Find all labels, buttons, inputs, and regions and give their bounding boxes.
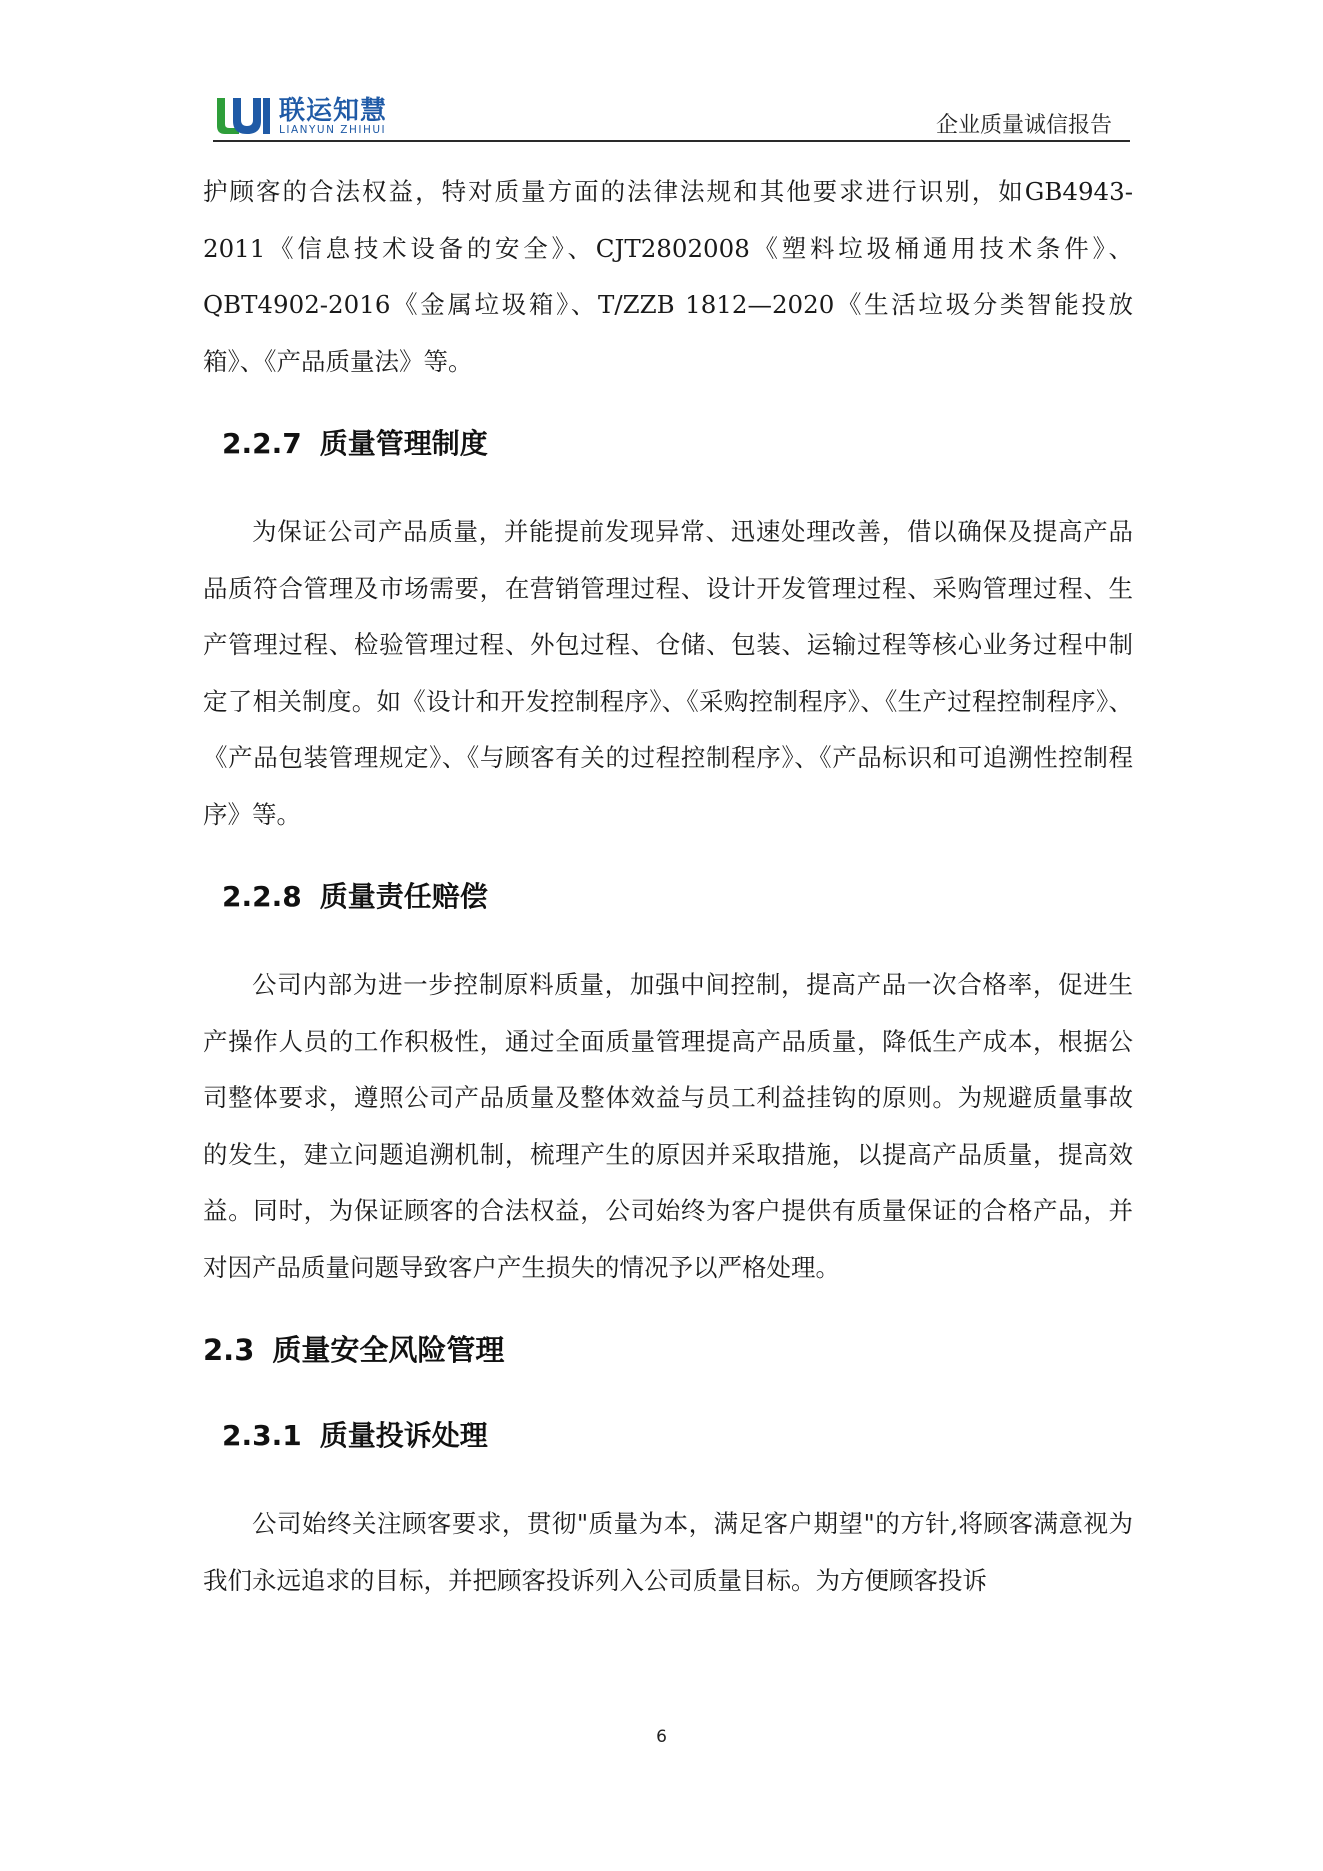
header-divider	[213, 140, 1130, 142]
section-2-3-1-paragraph: 公司始终关注顾客要求，贯彻"质量为本，满足客户期望"的方针,将顾客满意视为我们永远追求的目标，并把顾客投诉列入公司质量目标。为方便顾客投诉	[203, 1509, 1133, 1595]
company-logo	[213, 96, 423, 136]
report-title: 企业质量诚信报告	[935, 113, 1112, 138]
section-title: 质量管理制度	[319, 427, 488, 460]
logo-mark-icon	[213, 96, 273, 136]
logo-english-name: LIANYUN ZHIHUI	[279, 124, 387, 136]
intro-paragraph: 护顾客的合法权益，特对质量方面的法律法规和其他要求进行识别，如GB4943-2011《信息技术设备的安全》、CJT2802008《塑料垃圾桶通用技术条件》、QBT4902-2016《金属垃圾箱》、T/ZZB 1812—2020《生活垃圾分类智能投放箱》、《产品质量法》等。	[203, 177, 1133, 376]
page-header	[213, 92, 1130, 142]
section-2-2-7-heading	[203, 424, 1133, 464]
section-2-2-8-paragraph: 公司内部为进一步控制原料质量，加强中间控制，提高产品一次合格率，促进生产操作人员的工作积极性，通过全面质量管理提高产品质量，降低生产成本，根据公司整体要求，遵照公司产品质量及整体效益与员工利益挂钩的原则。为规避质量事故的发生，建立问题追溯机制，梳理产生的原因并采取措施，以提高产品质量，提高效益。同时，为保证顾客的合法权益，公司始终为客户提供有质量保证的合格产品，并对因产品质量问题导致客户产生损失的情况予以严格处理。	[203, 970, 1133, 1282]
section-number: 2.2.7	[222, 427, 302, 460]
section-2-2-8-heading	[203, 877, 1133, 917]
section-title: 质量投诉处理	[319, 1419, 488, 1452]
section-2-2-7-paragraph: 为保证公司产品质量，并能提前发现异常、迅速处理改善，借以确保及提高产品品质符合管理及市场需要，在营销管理过程、设计开发管理过程、采购管理过程、生产管理过程、检验管理过程、外包过程、仓储、包装、运输过程等核心业务过程中制定了相关制度。如《设计和开发控制程序》、《采购控制程序》、《生产过程控制程序》、《产品包装管理规定》、《与顾客有关的过程控制程序》、《产品标识和可追溯性控制程序》等。	[203, 517, 1133, 829]
logo-chinese-name: 联运知慧	[279, 96, 388, 126]
section-2-3-heading	[203, 1330, 1133, 1370]
section-2-3-1-heading	[203, 1416, 1133, 1456]
page-number: 6	[656, 1727, 667, 1747]
section-title: 质量安全风险管理	[272, 1333, 505, 1367]
section-number: 2.3.1	[222, 1419, 302, 1452]
section-number: 2.3	[203, 1333, 255, 1367]
document-body	[203, 164, 1133, 1609]
section-title: 质量责任赔偿	[319, 880, 488, 913]
section-number: 2.2.8	[222, 880, 302, 913]
